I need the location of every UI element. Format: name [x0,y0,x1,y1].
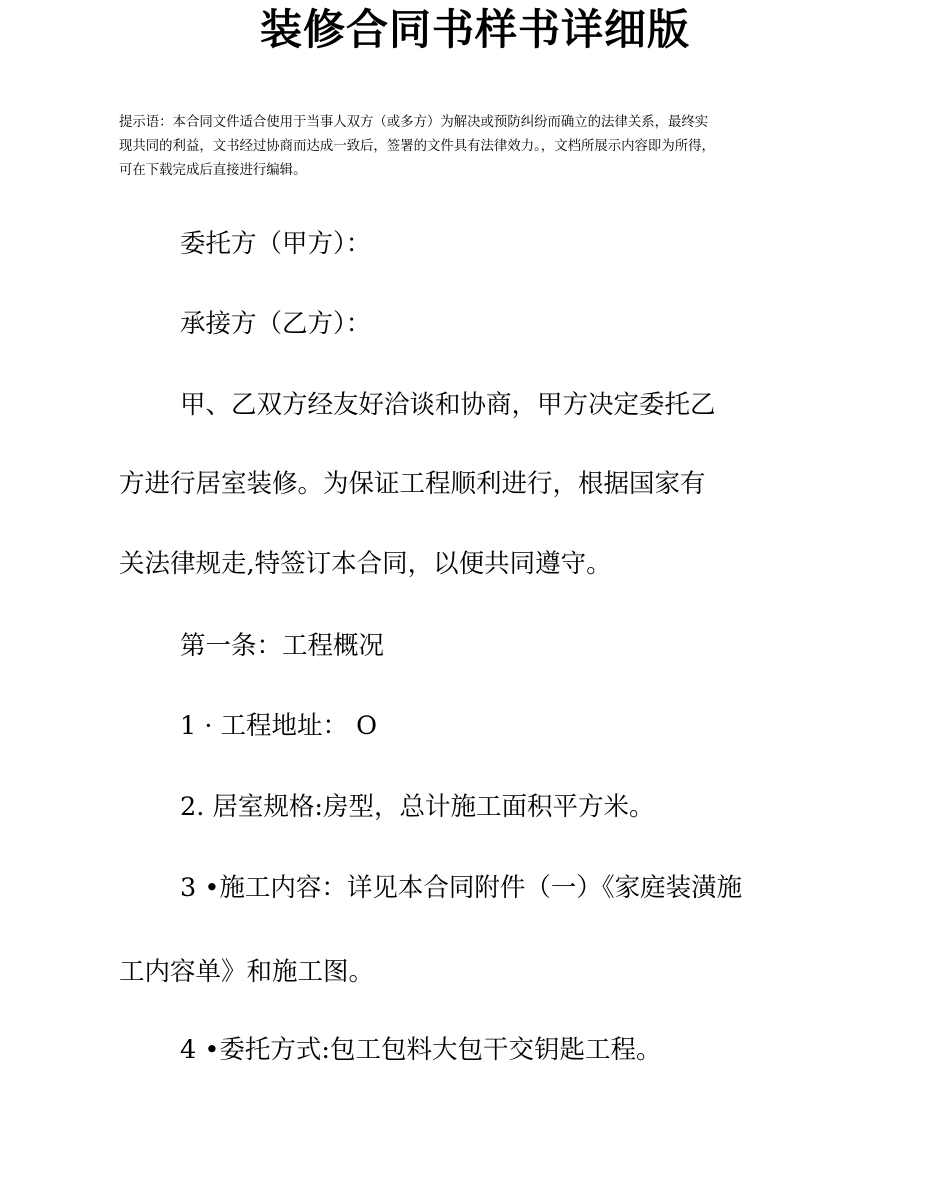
article-heading: 第一条：工程概况 [180,631,385,661]
clause-item: 2. 居室规格:房型，总计施工面积平方米。 [180,792,655,822]
notice-paragraph [119,111,835,183]
clause-item-continuation: 工内容单》和施工图。 [119,957,375,987]
intro-paragraph-line: 甲、乙双方经友好洽谈和协商，甲方决定委托乙 [180,390,716,420]
intro-paragraph-line: 关法律规走,特签订本合同，以便共同遵守。 [119,549,612,579]
notice-line: 现共同的利益，文书经过协商而达成一致后，签署的文件具有法律效力。，文档所展示内容即为所得， [119,139,715,154]
notice-line: 可在下载完成后直接进行编辑。 [119,163,307,178]
notice-line: 提示语：本合同文件适合使用于当事人双方（或多方）为解决或预防纠纷而确立的法律关系，最终实 [119,115,709,130]
contractor-party-line: 承接方（乙方）： [180,309,372,339]
document-title: 装修合同书样书详细版 [259,5,690,54]
clause-item: 4 •委托方式:包工包料大包干交钥匙工程。 [180,1035,662,1065]
client-party-line: 委托方（甲方）： [180,229,372,259]
clause-item: 1 · 工程地址： O [180,711,378,741]
intro-paragraph-line: 方进行居室装修。为保证工程顺利进行，根据国家有 [119,469,706,499]
clause-item: 3 •施工内容：详见本合同附件（一）《家庭装潢施 [180,873,743,903]
